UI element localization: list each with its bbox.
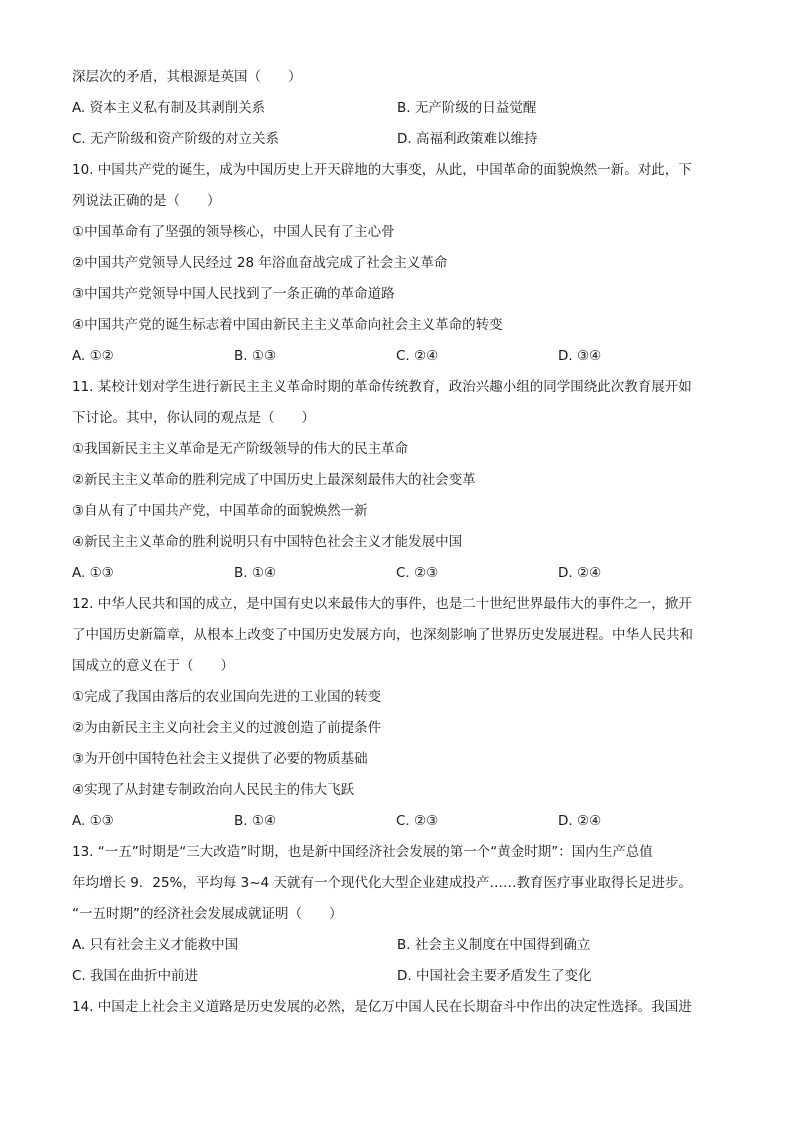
q10-option-a: A. ①② (72, 348, 114, 364)
q10-item-1: ①中国革命有了坚强的领导核心，中国人民有了主心骨 (72, 224, 395, 240)
q10-stem-line-2: 列说法正确的是（ ） (72, 193, 221, 209)
q11-item-4: ④新民主主义革命的胜利说明只有中国特色社会主义才能发展中国 (72, 534, 463, 550)
q9-options-row-1 (72, 93, 722, 124)
q11-stem-line-1: 11. 某校计划对学生进行新民主主义革命时期的革命传统教育，政治兴趣小组的同学围绕此次教育展开如 (72, 379, 692, 395)
q9-option-a: A. 资本主义私有制及其剥削关系 (72, 100, 266, 116)
q10-stem-line-1: 10. 中国共产党的诞生，成为中国历史上开天辟地的大事变，从此，中国革命的面貌焕然一新。对此，下 (72, 162, 692, 178)
q9-stem-tail: 深层次的矛盾，其根源是英国（ ） (72, 69, 302, 85)
q9-options-row-2 (72, 124, 722, 155)
q12-item-1: ①完成了我国由落后的农业国向先进的工业国的转变 (72, 689, 382, 705)
q10-item-3: ③中国共产党领导中国人民找到了一条正确的革命道路 (72, 286, 395, 302)
q10-item-2: ②中国共产党领导人民经过 28 年浴血奋战完成了社会主义革命 (72, 255, 448, 271)
q11-option-a: A. ①③ (72, 565, 114, 581)
q10-item-4: ④中国共产党的诞生标志着中国由新民主主义革命向社会主义革命的转变 (72, 317, 503, 333)
q10-option-d: D. ③④ (558, 348, 602, 364)
q10-options (72, 341, 722, 372)
q11-option-b: B. ①④ (234, 565, 277, 581)
q11-item-1: ①我国新民主主义革命是无产阶级领导的伟大的民主革命 (72, 441, 409, 457)
q12-option-b: B. ①④ (234, 813, 277, 829)
q12-stem-line-1: 12. 中华人民共和国的成立，是中国有史以来最伟大的事件，也是二十世纪世界最伟大的事件之一，掀开 (72, 596, 692, 612)
q13-option-c: C. 我国在曲折中前进 (72, 968, 199, 984)
q11-option-c: C. ②③ (396, 565, 439, 581)
q11-item-3: ③自从有了中国共产党，中国革命的面貌焕然一新 (72, 503, 368, 519)
q13-stem-line-1: 13. “一五”时期是“三大改造”时期，也是新中国经济社会发展的第一个“黄金时期”：国内生产总值 (72, 844, 653, 860)
q13-stem-line-2: 年均增长 9．25%，平均每 3~4 天就有一个现代化大型企业建成投产……教育医疗事业取得长足进步。 (72, 875, 692, 891)
q13-options-row-2 (72, 961, 722, 992)
q12-item-2: ②为由新民主主义向社会主义的过渡创造了前提条件 (72, 720, 382, 736)
q9-option-d: D. 高福利政策难以维持 (397, 131, 538, 147)
q13-options-row-1 (72, 930, 722, 961)
q13-option-b: B. 社会主义制度在中国得到确立 (397, 937, 591, 953)
q12-option-a: A. ①③ (72, 813, 114, 829)
q12-option-d: D. ②④ (558, 813, 602, 829)
q10-option-b: B. ①③ (234, 348, 277, 364)
q12-stem-line-3: 国成立的意义在于（ ） (72, 658, 234, 674)
q13-stem-line-3: “一五时期”的经济社会发展成就证明（ ） (72, 906, 343, 922)
q12-options (72, 806, 722, 837)
q11-option-d: D. ②④ (558, 565, 602, 581)
q11-item-2: ②新民主主义革命的胜利完成了中国历史上最深刻最伟大的社会变革 (72, 472, 476, 488)
q12-item-3: ③为开创中国特色社会主义提供了必要的物质基础 (72, 751, 368, 767)
q13-option-a: A. 只有社会主义才能救中国 (72, 937, 239, 953)
q9-option-b: B. 无产阶级的日益觉醒 (397, 100, 537, 116)
q14-stem-line-1: 14. 中国走上社会主义道路是历史发展的必然，是亿万中国人民在长期奋斗中作出的决定性选择。我国进 (72, 999, 692, 1015)
q11-options (72, 558, 722, 589)
q9-option-c: C. 无产阶级和资产阶级的对立关系 (72, 131, 280, 147)
q13-option-d: D. 中国社会主要矛盾发生了变化 (397, 968, 592, 984)
exam-page (72, 62, 722, 1023)
q12-item-4: ④实现了从封建专制政治向人民民主的伟大飞跃 (72, 782, 355, 798)
q12-option-c: C. ②③ (396, 813, 439, 829)
q12-stem-line-2: 了中国历史新篇章，从根本上改变了中国历史发展方向，也深刻影响了世界历史发展进程。中华人民共和 (72, 627, 693, 643)
q10-option-c: C. ②④ (396, 348, 439, 364)
q11-stem-line-2: 下讨论。其中，你认同的观点是（ ） (72, 410, 315, 426)
